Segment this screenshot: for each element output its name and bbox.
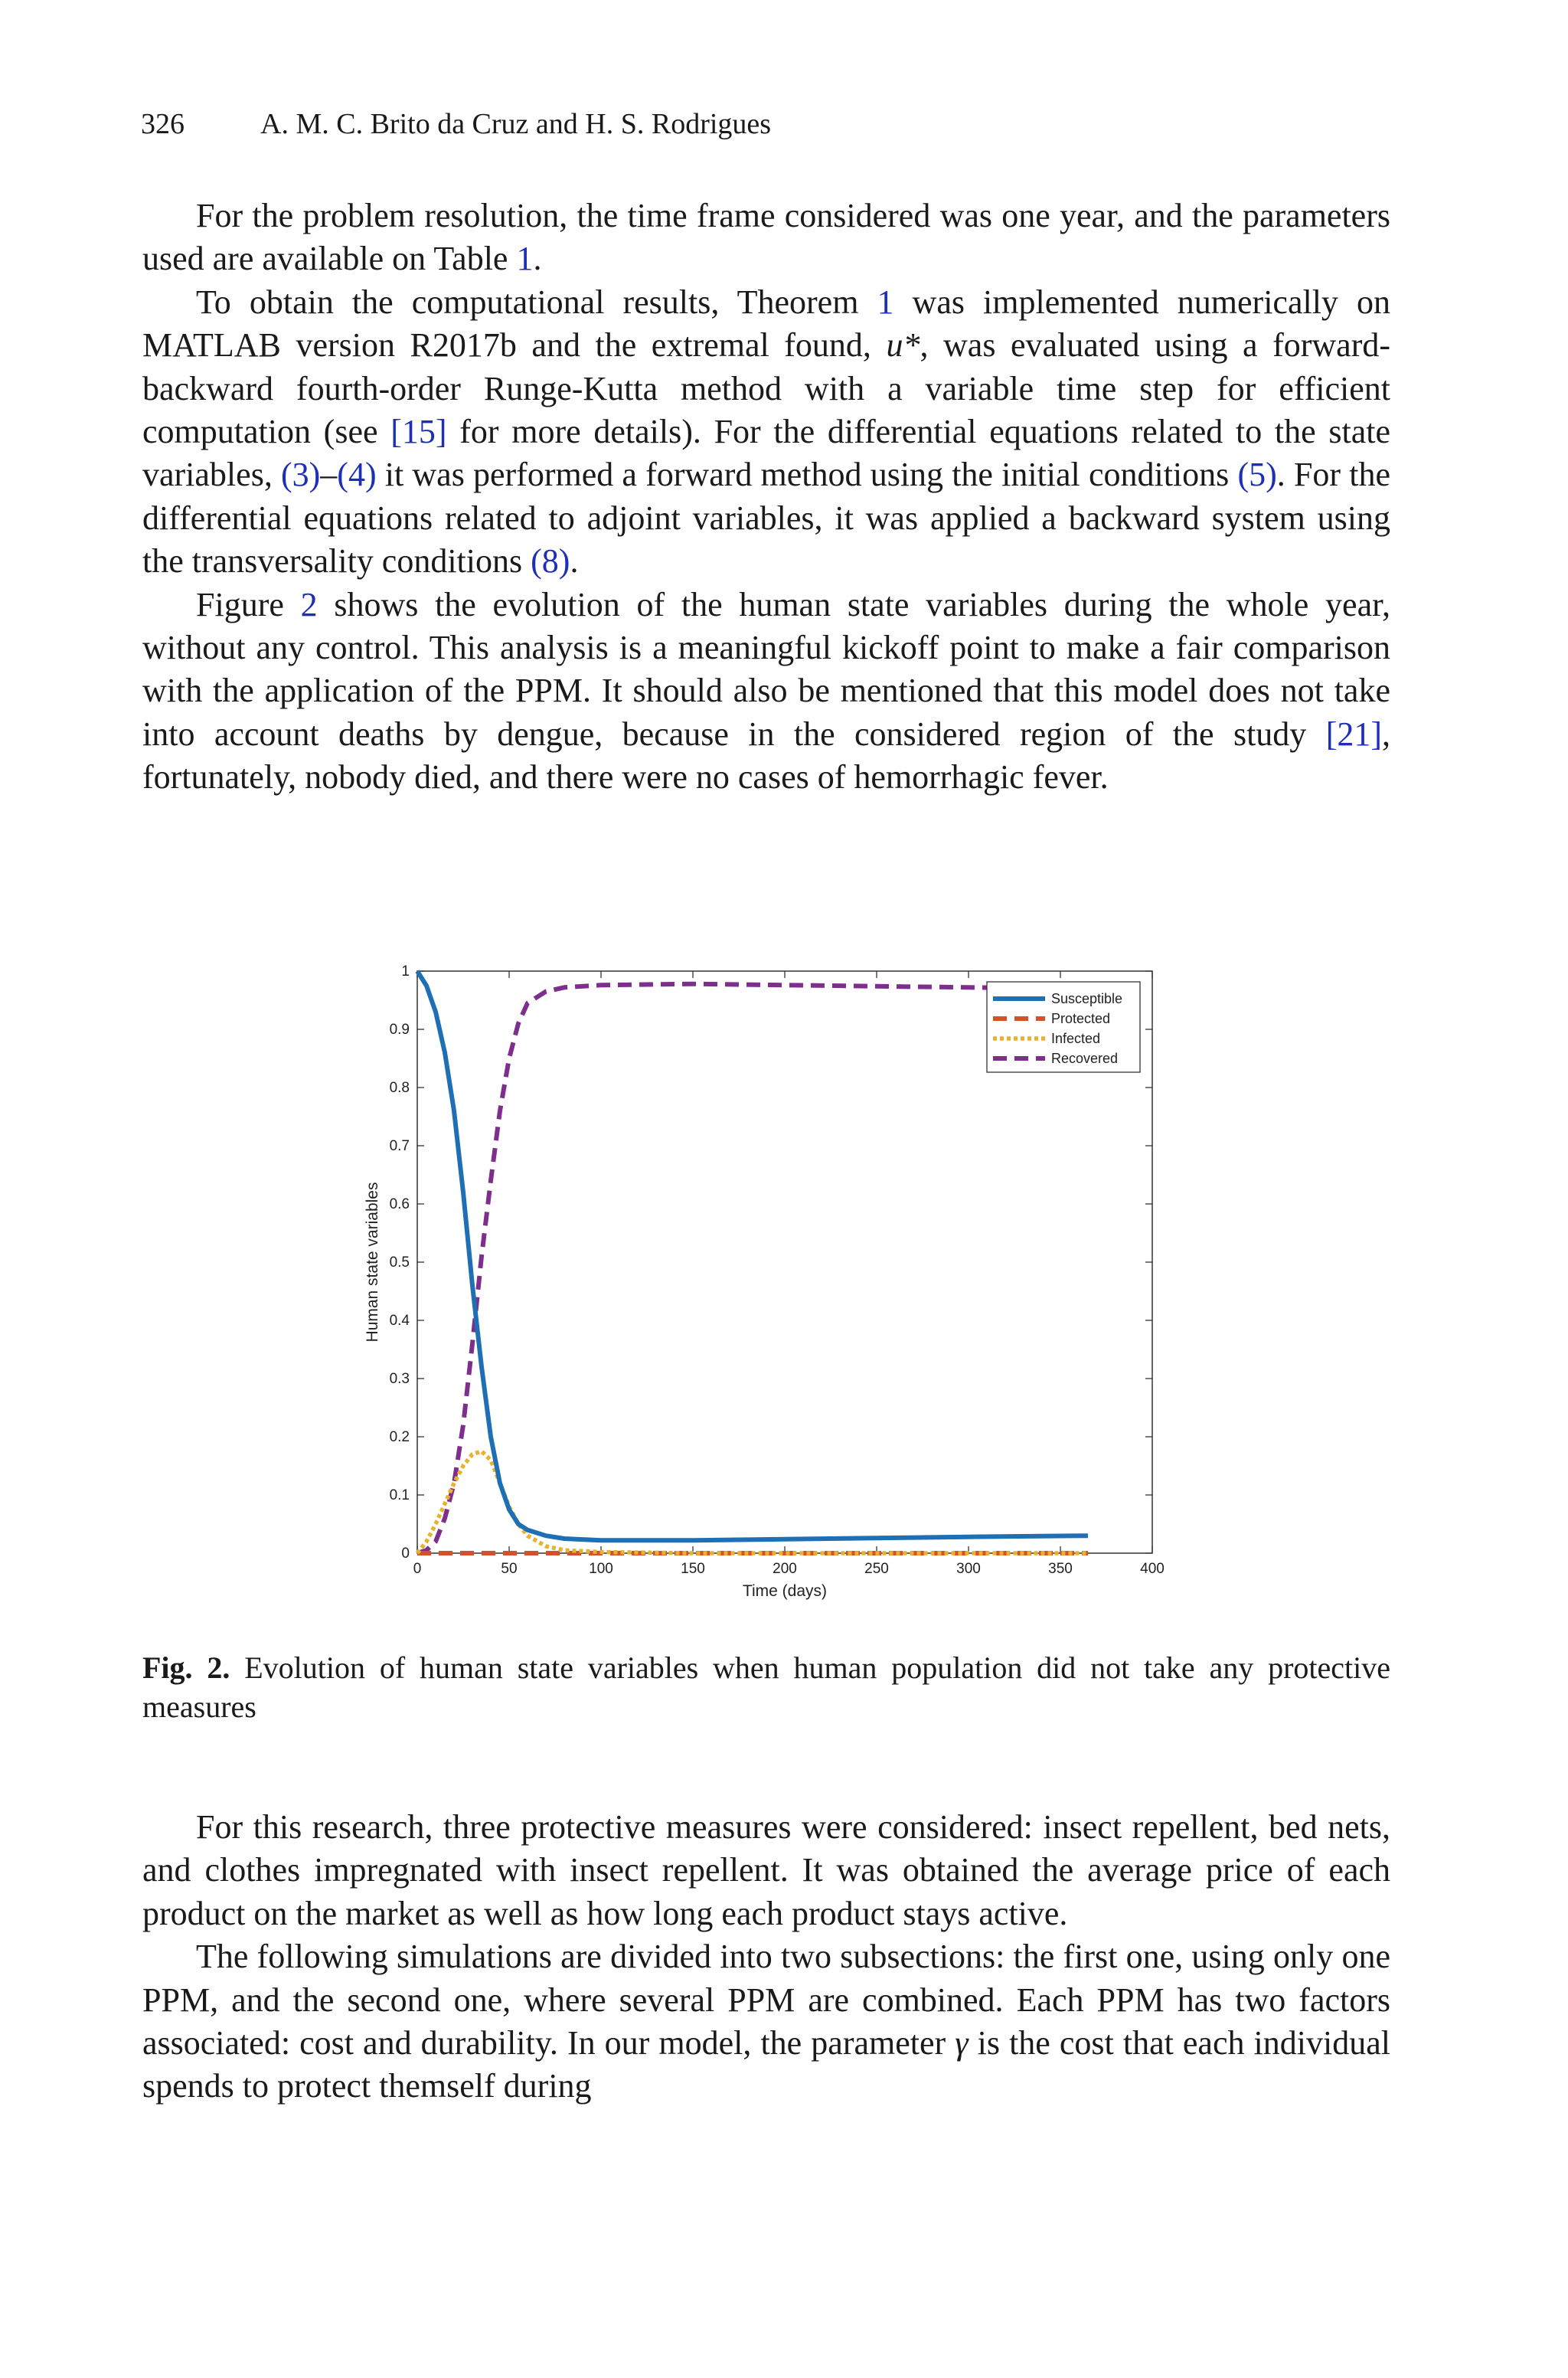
reference-link[interactable]: 1 (516, 240, 534, 278)
legend-label: Recovered (1051, 1051, 1119, 1066)
y-tick-label: 0.9 (389, 1022, 410, 1038)
caption-label: Fig. 2. (142, 1650, 230, 1685)
text-run: – (320, 456, 338, 494)
x-tick-label: 150 (681, 1561, 705, 1577)
reference-link[interactable]: (8) (531, 542, 570, 581)
text-run: . (570, 542, 579, 581)
text-run: is the cost that each individual spends to protect themself during (142, 2024, 1390, 2105)
y-tick-label: 0.2 (389, 1429, 410, 1445)
y-tick-label: 0.3 (389, 1371, 410, 1387)
y-tick-label: 0.7 (389, 1138, 410, 1154)
y-tick-label: 0 (401, 1546, 410, 1562)
x-tick-label: 50 (501, 1561, 518, 1577)
reference-link[interactable]: 2 (300, 585, 318, 623)
paragraph (142, 1935, 1390, 2108)
legend-label: Protected (1051, 1011, 1111, 1026)
paragraph (142, 1806, 1390, 1935)
running-header (141, 107, 771, 141)
text-run: The following simulations are divided into two subsections: the first one, using only one PPM, and the second one, where several PPM are combined. Each PPM has two factors associated: cost and durability. In our model, the parameter (142, 1938, 1390, 2062)
header-authors: A. M. C. Brito da Cruz and H. S. Rodrigues (260, 108, 772, 140)
figure-caption (142, 1648, 1390, 1726)
y-tick-label: 0.1 (389, 1487, 410, 1503)
paragraph (142, 584, 1390, 800)
reference-link[interactable]: [15] (390, 413, 447, 451)
text-run: . For the differential equations related to adjoint variables, it was applied a backward system using the transversality conditions (142, 456, 1390, 581)
x-tick-label: 400 (1140, 1561, 1165, 1577)
y-tick-label: 0.5 (389, 1254, 410, 1271)
legend-label: Susceptible (1051, 991, 1123, 1006)
text-run: was implemented numerically on MATLAB version R2017b and the extremal found, (142, 283, 1390, 365)
x-axis-label: Time (days) (742, 1582, 828, 1600)
paragraph (142, 281, 1390, 584)
reference-link[interactable]: (5) (1237, 456, 1277, 494)
text-run: . (533, 240, 542, 278)
text-run: it was performed a forward method using the initial conditions (376, 456, 1238, 494)
reference-link[interactable]: 1 (877, 283, 894, 321)
math-symbol: γ (955, 2024, 969, 2062)
paragraph (142, 195, 1390, 281)
reference-link[interactable]: (4) (337, 456, 377, 494)
x-tick-label: 250 (864, 1561, 889, 1577)
body-text-top (142, 195, 1390, 800)
line-chart (352, 959, 1210, 1617)
text-run: for more details). For the differential equations related to the state variables, (142, 413, 1390, 494)
x-tick-label: 200 (773, 1561, 797, 1577)
y-axis-label: Human state variables (364, 1182, 381, 1343)
x-tick-label: 300 (956, 1561, 981, 1577)
body-text-bottom (142, 1806, 1390, 2108)
x-tick-label: 100 (589, 1561, 613, 1577)
reference-link[interactable]: [21] (1325, 715, 1382, 753)
text-run: For the problem resolution, the time frame considered was one year, and the parameters used are available on Table (142, 197, 1390, 278)
legend-label: Infected (1051, 1031, 1101, 1046)
text-run: To obtain the computational results, Theorem (196, 283, 877, 321)
page-number: 326 (141, 108, 185, 140)
text-run: , was evaluated using a forward-backward fourth-order Runge-Kutta method with a variable time step for efficient computation (see (142, 326, 1390, 451)
y-tick-label: 0.4 (389, 1313, 410, 1329)
text-run: shows the evolution of the human state variables during the whole year, without any control. This analysis is a meaningful kickoff point to make a fair comparison with the application of the PPM. It should also be mentioned that this model does not take into account deaths by dengue, because in the considered region of the study (142, 585, 1390, 753)
reference-link[interactable]: (3) (280, 456, 321, 494)
y-tick-label: 0.8 (389, 1080, 410, 1096)
x-tick-label: 0 (413, 1561, 422, 1577)
y-tick-label: 0.6 (389, 1196, 410, 1212)
caption-text: Evolution of human state variables when human population did not take any protective measures (142, 1650, 1391, 1724)
text-run: Figure (196, 585, 301, 623)
text-run: , fortunately, nobody died, and there were no cases of hemorrhagic fever. (142, 715, 1390, 796)
x-tick-label: 350 (1048, 1561, 1073, 1577)
math-symbol: u* (886, 326, 920, 365)
y-tick-label: 1 (401, 963, 410, 980)
text-run: For this research, three protective measures were considered: insect repellent, bed nets, and clothes impregnated with insect repellent. It was obtained the average price of each product on the market as well as how long each product stays active. (142, 1808, 1390, 1932)
figure-2 (352, 959, 1210, 1617)
